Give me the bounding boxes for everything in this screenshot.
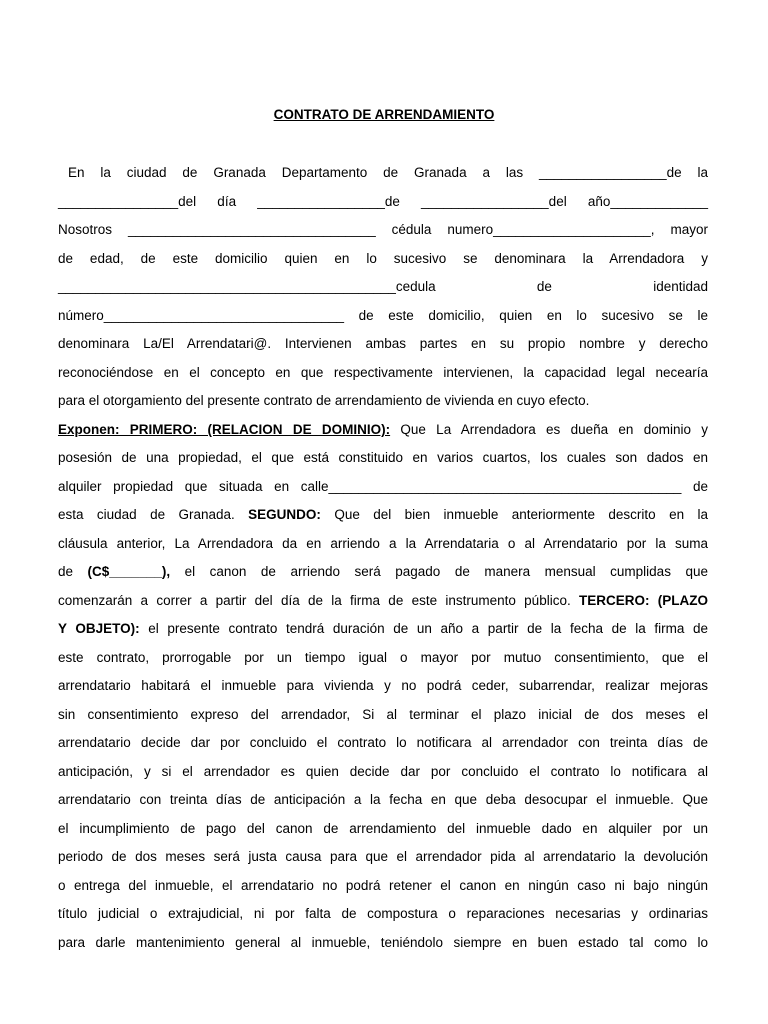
section-heading-segundo: SEGUNDO:	[248, 507, 321, 522]
text-line: título judicial o extrajudicial, ni por falta de compostura o reparaciones necesarias y ordinarias	[58, 906, 708, 921]
text-line: ________________del día _________________de _________________del año_____________	[58, 194, 708, 209]
text-line	[58, 593, 708, 609]
text-line: posesión de una propiedad, el que está constituido en varios cuartos, los cuales son dados en	[58, 450, 708, 465]
text-line: arrendatario con treinta días de anticipación a la fecha en que deba desocupar el inmueble. Que	[58, 792, 708, 807]
text-span: comenzarán a correr a partir del día de la firma de este instrumento público.	[58, 593, 579, 608]
text-line	[58, 564, 708, 580]
text-line: reconociéndose en el concepto en que respectivamente intervienen, la capacidad legal necearía	[58, 365, 708, 380]
text-line	[58, 422, 708, 438]
text-line: En la ciudad de Granada Departamento de Granada a las _________________de la	[68, 165, 708, 180]
text-line: Nosotros _________________________________ cédula numero_____________________, mayor	[58, 222, 708, 237]
text-line	[58, 507, 708, 523]
text-line: de edad, de este domicilio quien en lo sucesivo se denominara la Arrendadora y	[58, 251, 708, 266]
text-span: el canon de arriendo será pagado de manera mensual cumplidas que	[170, 564, 708, 579]
text-line	[58, 621, 708, 637]
text-line: alquiler propiedad que situada en calle_______________________________________________ de	[58, 479, 708, 494]
text-line: para el otorgamiento del presente contrato de arrendamiento de vivienda en cuyo efecto.	[58, 393, 590, 408]
section-heading-tercero-cont: Y OBJETO):	[58, 621, 140, 636]
text-span: Que del bien inmueble anteriormente descrito en la	[320, 507, 708, 522]
text-line: el incumplimiento de pago del canon de arrendamiento del inmueble dado en alquiler por un	[58, 821, 708, 836]
text-line: o entrega del inmueble, el arrendatario no podrá retener el canon en ningún caso ni bajo ningún	[58, 878, 708, 893]
text-line: cláusula anterior, La Arrendadora da en arriendo a la Arrendataria o al Arrendatario por la suma	[58, 536, 708, 551]
text-line: periodo de dos meses será justa causa para que el arrendador pida al arrendatario la devolución	[58, 849, 708, 864]
section-heading-primero: Exponen: PRIMERO: (RELACION DE DOMINIO):	[58, 422, 391, 437]
text-line: número________________________________ de este domicilio, quien en lo sucesivo se le	[58, 308, 708, 323]
text-line: denominara La/El Arrendatari@. Intervienen ambas partes en su propio nombre y derecho	[58, 336, 708, 351]
amount-field: (C$_______),	[87, 564, 171, 579]
text-line: sin consentimiento expreso del arrendador, Si al terminar el plazo inicial de dos meses el	[58, 707, 708, 722]
text-line: este contrato, prorrogable por un tiempo igual o mayor por mutuo consentimiento, que el	[58, 650, 708, 665]
text-line: anticipación, y si el arrendador es quien decide dar por concluido el contrato lo notificara al	[58, 764, 708, 779]
text-span: el presente contrato tendrá duración de un año a partir de la fecha de la firma de	[139, 621, 708, 636]
text-line: para darle mantenimiento general al inmueble, teniéndolo siempre en buen estado tal como lo	[58, 935, 708, 950]
text-span: esta ciudad de Granada.	[58, 507, 249, 522]
text-line: _____________________________________________cedula de identidad	[58, 279, 708, 294]
text-line: arrendatario decide dar por concluido el contrato lo notificara al arrendador con treinta días de	[58, 735, 708, 750]
text-span: Que La Arrendadora es dueña en dominio y	[390, 422, 709, 437]
document-title: CONTRATO DE ARRENDAMIENTO	[273, 107, 495, 122]
text-span: de	[58, 564, 88, 579]
text-line: arrendatario habitará el inmueble para vivienda y no podrá ceder, subarrendar, realizar mejoras	[58, 678, 708, 693]
section-heading-tercero: TERCERO: (PLAZO	[578, 593, 708, 608]
